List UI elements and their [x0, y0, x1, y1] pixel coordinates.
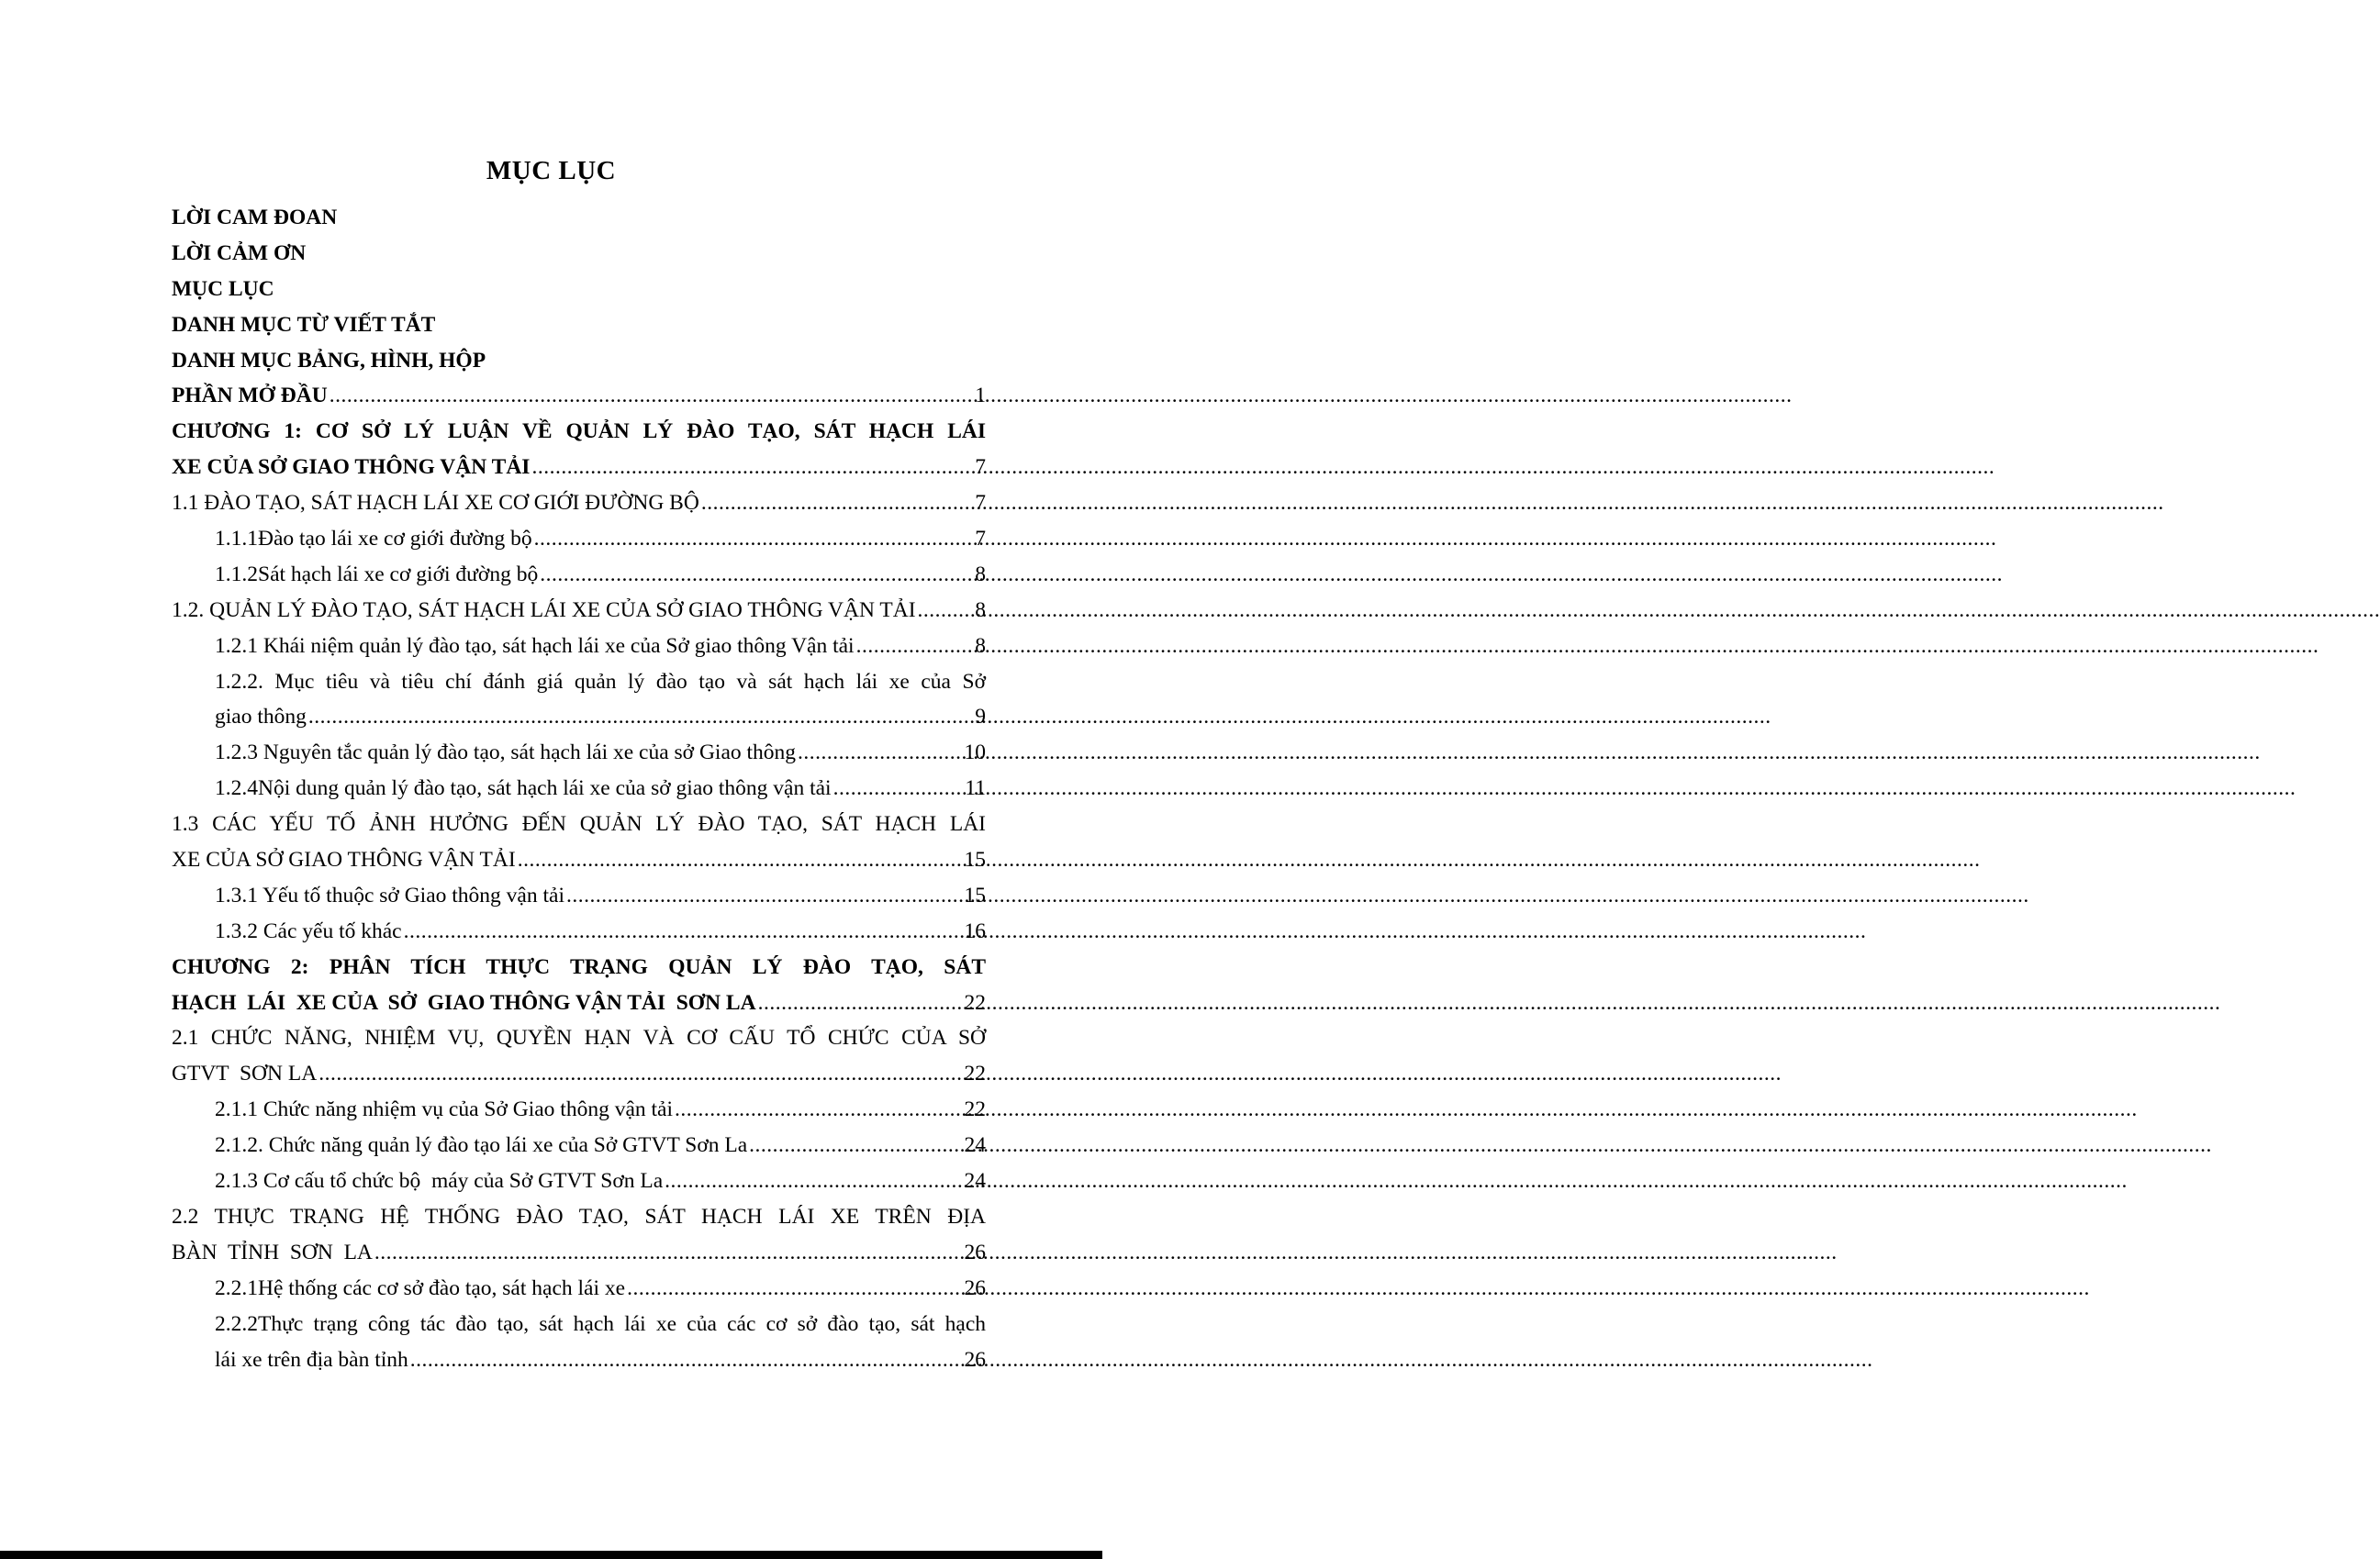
toc-entry-text: lái xe trên địa bàn tỉnh [215, 1347, 408, 1372]
dot-leader [410, 1342, 963, 1378]
toc-title: MỤC LỤC [486, 156, 617, 185]
toc-page-number: 7 [975, 527, 986, 551]
toc-entry-text: LỜI CẢM ƠN [172, 240, 307, 265]
toc-page-number: 22 [964, 990, 986, 1015]
toc-entry-introduction[interactable] [172, 378, 986, 414]
toc-page-number: 26 [964, 1240, 986, 1264]
dot-leader [675, 1092, 963, 1128]
toc-page-number: 7 [975, 491, 986, 516]
toc-page-number: 10 [964, 741, 986, 765]
toc-entry-1-2-4[interactable] [172, 771, 986, 807]
toc-entry-text: 1.3.2 Các yếu tố khác [215, 919, 402, 943]
toc-entry-text: 1.2.3 Nguyên tắc quản lý đào tạo, sát hạch lái xe của sở Giao thông [215, 741, 797, 765]
toc-entry-text: 1.2.4Nội dung quản lý đào tạo, sát hạch lái xe của sở giao thông vận tải [215, 776, 832, 801]
toc-entry-text: HẠCH LÁI XE CỦA SỞ GIAO THÔNG VẬN TẢI SƠN LA [172, 990, 756, 1015]
toc-page-number: 9 [975, 705, 986, 729]
toc-page-number: 8 [975, 562, 986, 586]
dot-leader [749, 1128, 962, 1164]
dot-leader [833, 771, 964, 807]
toc-entry-1-3[interactable] [172, 807, 986, 842]
toc-entry-2-1[interactable] [172, 1020, 986, 1056]
toc-entry-text: CHƯƠNG 2: PHÂN TÍCH THỰC TRẠNG QUẢN LÝ ĐÀO TẠO, SÁT [172, 954, 986, 979]
toc-entry-text: 1.3.1 Yếu tố thuộc sở Giao thông vận tải [215, 883, 564, 908]
toc-entry-text: 1.1 ĐÀO TẠO, SÁT HẠCH LÁI XE CƠ GIỚI ĐƯỜNG BỘ [172, 491, 699, 516]
toc-entry-1-1-2[interactable] [172, 557, 986, 593]
dot-leader [404, 914, 963, 950]
dot-leader [374, 1235, 963, 1271]
toc-entry-text: 1.1.2Sát hạch lái xe cơ giới đường bộ [215, 562, 539, 586]
dot-leader [531, 450, 973, 485]
toc-entry-2-1-cont[interactable] [172, 1056, 986, 1092]
document-page [0, 0, 1102, 1559]
toc-entry-text: PHẦN MỞ ĐẦU [172, 384, 328, 408]
toc-entry-2-1-3[interactable] [172, 1164, 986, 1199]
toc-entry-text: DANH MỤC BẢNG, HÌNH, HỘP [172, 348, 486, 373]
toc-entry-loi-cam-on[interactable] [172, 236, 986, 272]
toc-entry-1-1-1[interactable] [172, 521, 986, 557]
toc-entry-abbreviations[interactable] [172, 307, 986, 343]
toc-page-number: 7 [975, 455, 986, 480]
toc-entry-text: giao thông [215, 705, 307, 729]
toc-entry-chapter-2-cont[interactable] [172, 986, 986, 1021]
toc-page-number: 26 [964, 1347, 986, 1372]
toc-page-number: 16 [964, 919, 986, 943]
toc-entry-1-2-3[interactable] [172, 735, 986, 771]
dot-leader [665, 1164, 962, 1199]
toc-entry-text: XE CỦA SỞ GIAO THÔNG VẬN TẢI [172, 455, 531, 480]
toc-entry-2-2-2[interactable] [172, 1307, 986, 1342]
toc-page-number: 24 [964, 1169, 986, 1194]
toc-entry-text: 2.1.3 Cơ cấu tổ chức bộ máy của Sở GTVT Sơn La [215, 1169, 664, 1194]
toc-entry-text: CHƯƠNG 1: CƠ SỞ LÝ LUẬN VỀ QUẢN LÝ ĐÀO TẠO, SÁT HẠCH LÁI [172, 419, 986, 444]
toc-entry-text: 1.2.2. Mục tiêu và tiêu chí đánh giá quản lý đào tạo và sát hạch lái xe của Sở [215, 669, 986, 694]
toc-entry-text: DANH MỤC TỪ VIẾT TẮT [172, 312, 436, 337]
dot-leader [540, 557, 973, 593]
toc-entry-text: 1.2. QUẢN LÝ ĐÀO TẠO, SÁT HẠCH LÁI XE CỦA SỞ GIAO THÔNG VẬN TẢI [172, 597, 916, 622]
toc-entry-1-2-1[interactable] [172, 629, 986, 664]
toc-entry-1-2-2[interactable] [172, 664, 986, 700]
toc-entry-1-3-cont[interactable] [172, 842, 986, 878]
toc-page-number: 8 [975, 633, 986, 658]
toc-entry-2-1-2[interactable] [172, 1128, 986, 1164]
toc-page-number: 26 [964, 1275, 986, 1300]
dot-leader [856, 629, 974, 664]
toc-page-number: 1 [975, 384, 986, 408]
dot-leader [566, 878, 963, 914]
toc-entry-text: 1.3 CÁC YẾU TỐ ẢNH HƯỞNG ĐẾN QUẢN LÝ ĐÀO TẠO, SÁT HẠCH LÁI [172, 812, 986, 837]
toc-entry-tables-figures[interactable] [172, 343, 986, 379]
toc-entry-chapter-1-cont[interactable] [172, 450, 986, 485]
dot-leader [627, 1271, 962, 1307]
dot-leader [318, 1056, 962, 1092]
dot-leader [330, 378, 974, 414]
toc-entry-1-3-1[interactable] [172, 878, 986, 914]
toc-entry-2-1-1[interactable] [172, 1092, 986, 1128]
toc-entry-text: 2.2.1Hệ thống các cơ sở đào tạo, sát hạch lái xe [215, 1275, 626, 1300]
toc-entry-text: MỤC LỤC [172, 276, 274, 301]
page-bottom-border [0, 1551, 1102, 1559]
dot-leader [701, 485, 973, 521]
toc-entry-1-2-2-cont[interactable] [172, 699, 986, 735]
dot-leader [534, 521, 974, 557]
toc-entry-text: 2.1.2. Chức năng quản lý đào tạo lái xe của Sở GTVT Sơn La [215, 1133, 748, 1158]
toc-entry-loi-cam-doan[interactable] [172, 200, 986, 236]
toc-entry-1-1[interactable] [172, 485, 986, 521]
toc-entry-chapter-2[interactable] [172, 950, 986, 986]
toc-page-number: 22 [964, 1097, 986, 1122]
toc-entry-1-3-2[interactable] [172, 914, 986, 950]
toc-page-number: 22 [964, 1062, 986, 1086]
dot-leader [758, 986, 963, 1021]
toc-page-number: 11 [965, 776, 986, 801]
toc-entry-2-2-2-cont[interactable] [172, 1342, 986, 1378]
toc-entry-text: 1.2.1 Khái niệm quản lý đào tạo, sát hạch lái xe của Sở giao thông Vận tải [215, 633, 855, 658]
dot-leader [518, 842, 963, 878]
toc-entry-chapter-1[interactable] [172, 414, 986, 450]
toc-entry-muc-luc[interactable] [172, 272, 986, 307]
toc-entry-text: 2.2.2Thực trạng công tác đào tạo, sát hạch lái xe của các cơ sở đào tạo, sát hạch [215, 1311, 986, 1336]
toc-page-number: 15 [964, 848, 986, 873]
toc-page-number: 8 [975, 597, 986, 622]
dot-leader [308, 699, 973, 735]
dot-leader [798, 735, 962, 771]
toc-entry-text: BÀN TỈNH SƠN LA [172, 1240, 373, 1264]
toc-entry-text: LỜI CAM ĐOAN [172, 206, 338, 229]
toc-entry-text: XE CỦA SỞ GIAO THÔNG VẬN TẢI [172, 848, 516, 873]
toc-entry-text: 2.2 THỰC TRẠNG HỆ THỐNG ĐÀO TẠO, SÁT HẠCH LÁI XE TRÊN ĐỊA [172, 1204, 986, 1229]
toc-entry-text: 2.1 CHỨC NĂNG, NHIỆM VỤ, QUYỀN HẠN VÀ CƠ CẤU TỔ CHỨC CỦA SỞ [172, 1026, 986, 1051]
toc-entry-text: 1.1.1Đào tạo lái xe cơ giới đường bộ [215, 527, 532, 551]
dot-leader [918, 593, 974, 629]
toc-entry-2-2-1[interactable] [172, 1271, 986, 1307]
toc-entry-2-2[interactable] [172, 1199, 986, 1235]
toc-page-number: 15 [964, 883, 986, 908]
table-of-contents [172, 200, 986, 1377]
toc-entry-1-2[interactable] [172, 593, 986, 629]
toc-page-number: 24 [964, 1133, 986, 1158]
toc-entry-text: GTVT SƠN LA [172, 1062, 318, 1086]
toc-entry-2-2-cont[interactable] [172, 1235, 986, 1271]
toc-entry-text: 2.1.1 Chức năng nhiệm vụ của Sở Giao thông vận tải [215, 1097, 673, 1122]
